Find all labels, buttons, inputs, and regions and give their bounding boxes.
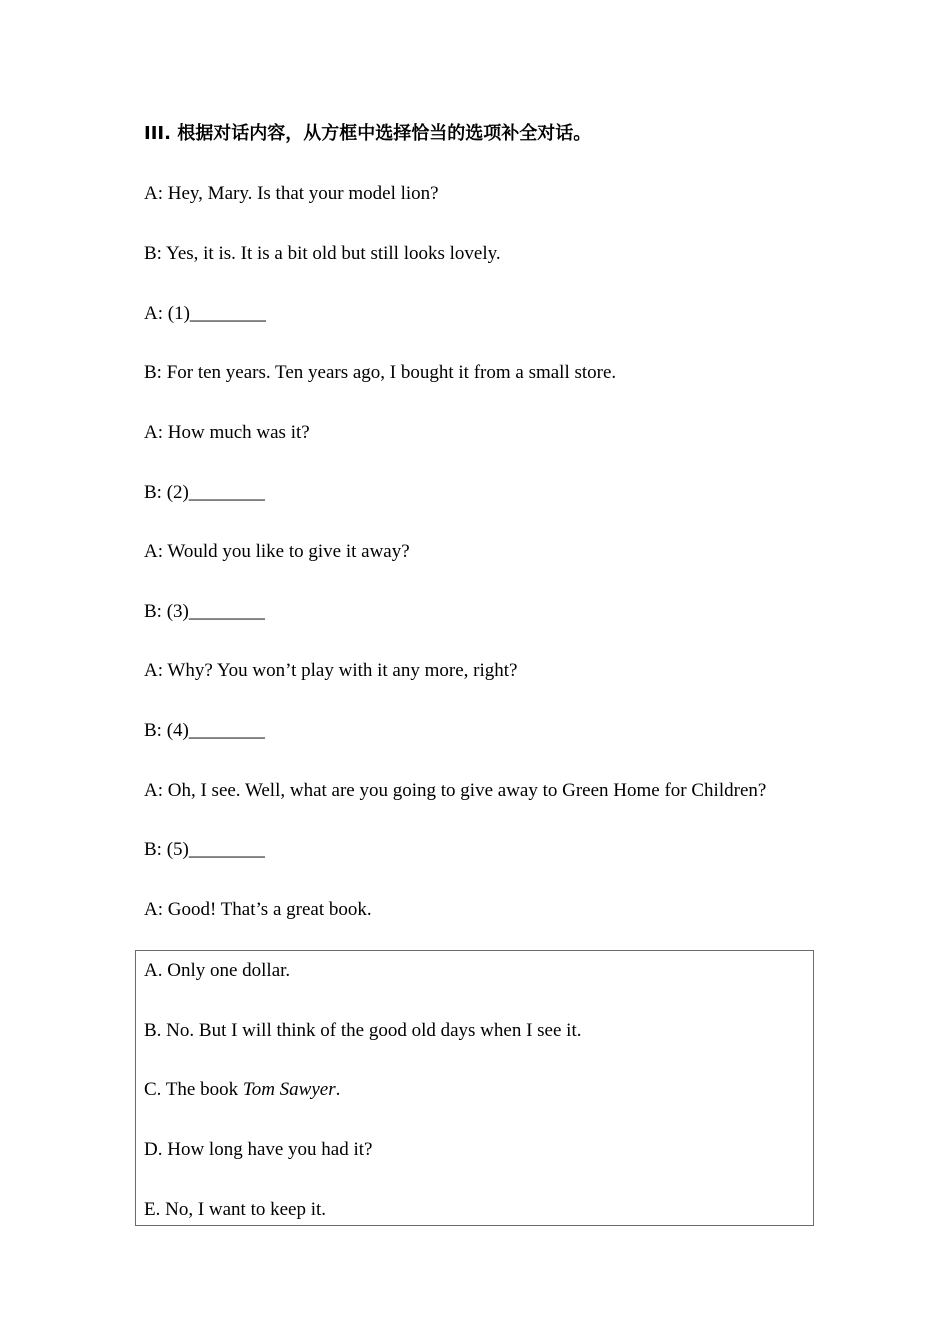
dialogue-text: Hey, Mary. Is that your model lion? (167, 183, 439, 204)
speaker: A: (144, 541, 163, 562)
speaker: A: (144, 899, 163, 920)
speaker: A: (144, 660, 163, 681)
dialogue-line-8 (144, 599, 265, 625)
blank-2: (2)________ (166, 482, 265, 503)
speaker: A: (144, 183, 163, 204)
speaker: B: (144, 720, 162, 741)
blank-5: (5)________ (166, 839, 265, 860)
dialogue-text: Why? You won’t play with it any more, right? (167, 660, 518, 681)
option-c-prefix: C. The book (144, 1079, 243, 1100)
dialogue-line-13 (144, 897, 372, 923)
options-box (135, 950, 814, 1226)
section-heading: III. 根据对话内容，从方框中选择恰当的选项补全对话。 (144, 123, 592, 144)
option-c (144, 1077, 340, 1103)
dialogue-text: Oh, I see. Well, what are you going to give away to Green Home for Children? (167, 780, 767, 801)
dialogue-line-1 (144, 181, 439, 207)
dialogue-line-7 (144, 539, 410, 565)
dialogue-line-6 (144, 480, 265, 506)
dialogue-line-9 (144, 658, 517, 684)
dialogue-line-2 (144, 241, 501, 267)
dialogue-line-5 (144, 420, 310, 446)
dialogue-line-11 (144, 778, 766, 804)
dialogue-text: Yes, it is. It is a bit old but still looks lovely. (166, 243, 501, 264)
dialogue-line-3 (144, 301, 266, 327)
option-e: E. No, I want to keep it. (144, 1199, 327, 1220)
book-title: Tom Sawyer (242, 1079, 336, 1100)
speaker: A: (144, 422, 163, 443)
speaker: B: (144, 482, 162, 503)
dialogue-line-10 (144, 718, 265, 744)
speaker: B: (144, 839, 162, 860)
speaker: A: (144, 780, 163, 801)
speaker: B: (144, 362, 162, 383)
blank-1: (1)________ (167, 303, 266, 324)
option-b: B. No. But I will think of the good old days when I see it. (144, 1020, 582, 1041)
dialogue-line-4 (144, 360, 616, 386)
dialogue-line-12 (144, 837, 265, 863)
option-d: D. How long have you had it? (144, 1139, 373, 1160)
speaker: A: (144, 303, 163, 324)
option-a: A. Only one dollar. (144, 960, 291, 981)
dialogue-text: How much was it? (167, 422, 310, 443)
speaker: B: (144, 243, 162, 264)
dialogue-text: Good! That’s a great book. (167, 899, 372, 920)
dialogue-text: For ten years. Ten years ago, I bought it from a small store. (166, 362, 617, 383)
dialogue-text: Would you like to give it away? (167, 541, 410, 562)
speaker: B: (144, 601, 162, 622)
blank-4: (4)________ (166, 720, 265, 741)
option-c-suffix: . (335, 1079, 341, 1100)
blank-3: (3)________ (166, 601, 265, 622)
